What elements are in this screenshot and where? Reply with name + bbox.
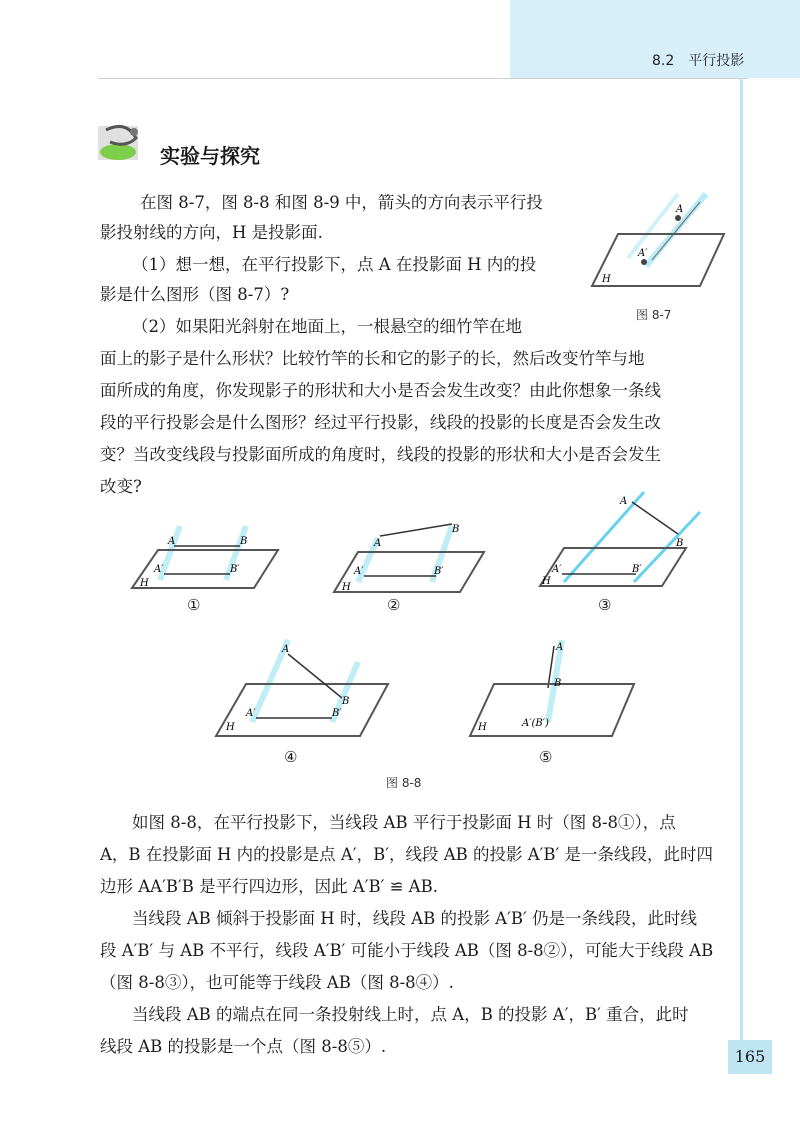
- figure-8-8-3: [536, 490, 706, 596]
- page-number: 165: [728, 1040, 772, 1074]
- figure-8-8-1-label: ①: [187, 596, 201, 614]
- header-divider: [98, 78, 748, 79]
- plane-h-label: H: [478, 722, 487, 733]
- point-b1-label: B′: [632, 564, 642, 575]
- figure-8-8-4-label: ④: [284, 748, 298, 766]
- point-a-label: A: [556, 642, 564, 653]
- plane-h-label: H: [602, 274, 611, 285]
- point-a1-label: A′: [354, 566, 364, 577]
- paragraph-line: 变？当改变线段与投影面所成的角度时，线段的投影的形状和大小是否会发生: [100, 445, 661, 464]
- point-a-label: A: [374, 538, 382, 549]
- point-b-label: B: [452, 524, 460, 535]
- plane-h-label: H: [542, 576, 551, 587]
- figure-8-8-4: [212, 636, 392, 746]
- figure-8-7-caption: 图 8-7: [636, 308, 672, 322]
- paragraph-line: （1）想一想，在平行投影下，点 A 在投影面 H 内的投: [132, 255, 537, 274]
- paragraph-line: 面上的影子是什么形状？比较竹竿的长和它的影子的长，然后改变竹竿与地: [100, 349, 645, 368]
- paragraph-line: 当线段 AB 的端点在同一条投射线上时，点 A，B 的投影 A′，B′ 重合，此时: [132, 1005, 689, 1024]
- paragraph-line: 改变?: [100, 477, 142, 496]
- paragraph-line: 如图 8-8，在平行投影下，当线段 AB 平行于投影面 H 时（图 8-8①），点: [132, 813, 676, 832]
- point-b-label: B: [554, 678, 562, 689]
- experiment-icon: [96, 118, 152, 164]
- paragraph-line: （图 8-8③），也可能等于线段 AB（图 8-8④）.: [100, 973, 454, 992]
- point-a-label: A: [676, 204, 684, 215]
- figure-8-7: [588, 188, 728, 298]
- point-b-label: B: [676, 538, 684, 549]
- section-header: 8.2 平行投影: [652, 53, 745, 69]
- point-b-label: B: [342, 696, 350, 707]
- figure-8-8-5-label: ⑤: [539, 748, 553, 766]
- figure-8-8-2-label: ②: [387, 596, 401, 614]
- paragraph-line: 影是什么图形（图 8-7）?: [100, 285, 290, 304]
- figure-8-8-1: [128, 516, 288, 596]
- point-a1-label: A′: [638, 248, 648, 259]
- paragraph-line: 当线段 AB 倾斜于投影面 H 时，线段 AB 的投影 A′B′ 仍是一条线段，此时线: [132, 909, 697, 928]
- point-a1-label: A′: [552, 564, 562, 575]
- figure-8-8-3-label: ③: [598, 596, 612, 614]
- paragraph-line: 面所成的角度，你发现影子的形状和大小是否会发生改变？由此你想象一条线: [100, 381, 661, 400]
- paragraph-line: 边形 AA′B′B 是平行四边形，因此 A′B′ ≌ AB.: [100, 877, 438, 896]
- point-b1-label: B′: [332, 708, 342, 719]
- paragraph-line: （2）如果阳光斜射在地面上，一根悬空的细竹竿在地: [132, 317, 522, 336]
- side-bar: [740, 78, 743, 1058]
- figure-8-8-caption: 图 8-8: [386, 776, 422, 790]
- paragraph-line: A，B 在投影面 H 内的投影是点 A′，B′，线段 AB 的投影 A′B′ 是一条线段，此时四: [100, 845, 713, 864]
- figure-8-8-2: [330, 512, 490, 596]
- paragraph-line: 段的平行投影会是什么图形？经过平行投影，线段的投影的长度是否会发生改: [100, 413, 661, 432]
- point-a-label: A: [168, 536, 176, 547]
- section-title: 实验与探究: [160, 144, 260, 168]
- paragraph-line: 线段 AB 的投影是一个点（图 8-8⑤）.: [100, 1037, 387, 1056]
- point-b-label: B: [240, 536, 248, 547]
- plane-h-label: H: [342, 582, 351, 593]
- plane-h-label: H: [140, 578, 149, 589]
- plane-h-label: H: [226, 722, 235, 733]
- figure-8-8-5: [466, 636, 638, 746]
- point-a1-label: A′: [154, 564, 164, 575]
- point-ab1-label: A′(B′): [522, 718, 549, 729]
- point-b1-label: B′: [434, 566, 444, 577]
- paragraph-line: 影投射线的方向，H 是投影面.: [100, 223, 323, 242]
- paragraph-line: 段 A′B′ 与 AB 不平行，线段 A′B′ 可能小于线段 AB（图 8-8②），可能大于线段 AB: [100, 941, 714, 960]
- point-a-label: A: [620, 496, 628, 507]
- point-a-label: A: [282, 644, 290, 655]
- point-b1-label: B′: [230, 564, 240, 575]
- paragraph-line: 在图 8-7，图 8-8 和图 8-9 中，箭头的方向表示平行投: [140, 193, 543, 212]
- point-a1-label: A′: [246, 708, 256, 719]
